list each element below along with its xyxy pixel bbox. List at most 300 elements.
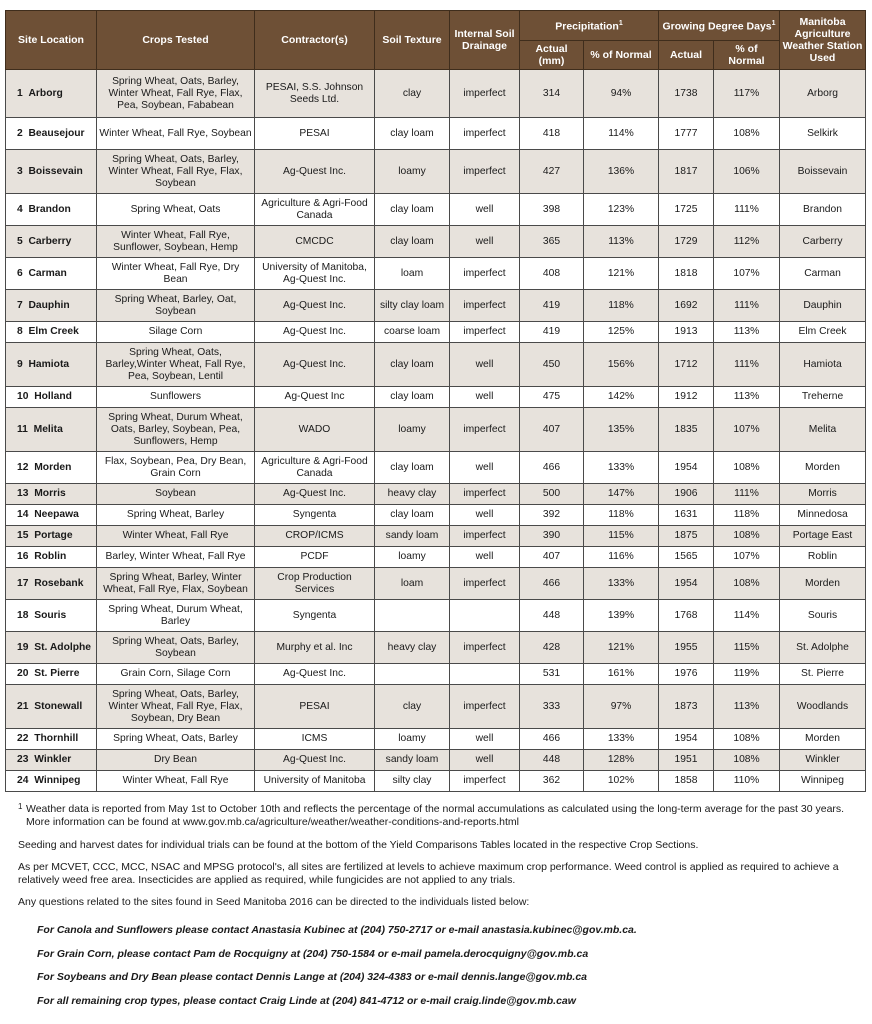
- cell-weather-station: Carberry: [780, 226, 866, 258]
- cell-site: [6, 632, 97, 664]
- cell-soil-texture: clay loam: [375, 505, 450, 526]
- site-number: 21: [17, 700, 29, 712]
- cell-precip-pct: 136%: [584, 150, 659, 194]
- table-row: [6, 600, 866, 632]
- cell-gdd-pct: 113%: [714, 387, 780, 408]
- weather-footnote: 1 Weather data is reported from May 1st to October 10th and reflects the percentage of the normal accumulations as calculated using the long-term average for the past 30 years. More information can be found at www.gov.mb.ca/agriculture/weather/weather-conditions-and-reports.html: [18, 802, 845, 828]
- cell-site: [6, 526, 97, 547]
- header-precip-actual: Actual (mm): [520, 41, 584, 70]
- cell-site: [6, 568, 97, 600]
- cell-crops: Spring Wheat, Oats, Barley, Winter Wheat, Fall Rye, Flax, Soybean: [97, 150, 255, 194]
- cell-weather-station: Morden: [780, 729, 866, 750]
- cell-contractor: University of Manitoba, Ag-Quest Inc.: [255, 258, 375, 290]
- cell-crops: Sunflowers: [97, 387, 255, 408]
- cell-gdd-pct: 108%: [714, 452, 780, 484]
- cell-site: [6, 750, 97, 771]
- cell-contractor: University of Manitoba: [255, 771, 375, 792]
- cell-precip-actual: 466: [520, 729, 584, 750]
- cell-gdd-actual: 1875: [659, 526, 714, 547]
- cell-weather-station: Morden: [780, 452, 866, 484]
- cell-gdd-actual: 1768: [659, 600, 714, 632]
- cell-precip-actual: 419: [520, 290, 584, 322]
- cell-weather-station: Roblin: [780, 547, 866, 568]
- cell-gdd-pct: 108%: [714, 118, 780, 150]
- cell-contractor: Ag-Quest Inc.: [255, 150, 375, 194]
- cell-gdd-actual: 1954: [659, 568, 714, 600]
- cell-crops: Spring Wheat, Oats, Barley, Winter Wheat, Fall Rye, Flax, Soybean, Dry Bean: [97, 685, 255, 729]
- cell-gdd-pct: 118%: [714, 505, 780, 526]
- site-number: 15: [17, 530, 29, 541]
- site-number: 2: [17, 127, 23, 139]
- cell-crops: Barley, Winter Wheat, Fall Rye: [97, 547, 255, 568]
- cell-contractor: Ag-Quest Inc.: [255, 750, 375, 771]
- site-number: 22: [17, 733, 29, 744]
- cell-precip-actual: 333: [520, 685, 584, 729]
- cell-drainage: well: [450, 194, 520, 226]
- cell-crops: Winter Wheat, Fall Rye, Soybean: [97, 118, 255, 150]
- table-row: [6, 750, 866, 771]
- cell-precip-pct: 133%: [584, 452, 659, 484]
- cell-gdd-pct: 113%: [714, 322, 780, 343]
- cell-crops: Spring Wheat, Oats, Barley: [97, 729, 255, 750]
- header-internal-soil-drainage: Internal Soil Drainage: [450, 11, 520, 70]
- table-row: [6, 290, 866, 322]
- cell-gdd-pct: 117%: [714, 70, 780, 118]
- cell-gdd-actual: 1976: [659, 664, 714, 685]
- cell-precip-actual: 408: [520, 258, 584, 290]
- cell-soil-texture: loam: [375, 258, 450, 290]
- site-name: Melita: [33, 423, 63, 435]
- cell-crops: Flax, Soybean, Pea, Dry Bean, Grain Corn: [97, 452, 255, 484]
- site-number: 16: [17, 551, 29, 562]
- cell-site: [6, 258, 97, 290]
- site-number: 4: [17, 203, 23, 215]
- table-row: [6, 408, 866, 452]
- cell-crops: Spring Wheat, Barley, Winter Wheat, Fall Rye, Flax, Soybean: [97, 568, 255, 600]
- cell-precip-pct: 123%: [584, 194, 659, 226]
- cell-contractor: Syngenta: [255, 600, 375, 632]
- cell-weather-station: Melita: [780, 408, 866, 452]
- cell-site: [6, 771, 97, 792]
- cell-precip-pct: 115%: [584, 526, 659, 547]
- cell-soil-texture: [375, 664, 450, 685]
- cell-weather-station: St. Pierre: [780, 664, 866, 685]
- cell-soil-texture: clay loam: [375, 452, 450, 484]
- cell-crops: Spring Wheat, Barley, Oat, Soybean: [97, 290, 255, 322]
- cell-precip-pct: 125%: [584, 322, 659, 343]
- contact-remaining-crops: For all remaining crop types, please contact Craig Linde at (204) 841-4712 or e-mail craig.linde@gov.mb.caw: [37, 994, 576, 1007]
- cell-contractor: PESAI: [255, 685, 375, 729]
- site-number: 8: [17, 326, 23, 337]
- cell-drainage: well: [450, 547, 520, 568]
- cell-drainage: imperfect: [450, 632, 520, 664]
- cell-gdd-pct: 110%: [714, 771, 780, 792]
- cell-gdd-actual: 1954: [659, 729, 714, 750]
- cell-precip-pct: 156%: [584, 343, 659, 387]
- site-number: 24: [17, 775, 29, 786]
- cell-precip-actual: 450: [520, 343, 584, 387]
- cell-gdd-actual: 1631: [659, 505, 714, 526]
- cell-weather-station: Woodlands: [780, 685, 866, 729]
- cell-gdd-actual: 1835: [659, 408, 714, 452]
- cell-soil-texture: loamy: [375, 408, 450, 452]
- cell-gdd-pct: 112%: [714, 226, 780, 258]
- cell-soil-texture: coarse loam: [375, 322, 450, 343]
- cell-gdd-pct: 107%: [714, 258, 780, 290]
- cell-site: [6, 547, 97, 568]
- cell-contractor: Ag-Quest Inc: [255, 387, 375, 408]
- site-number: 6: [17, 267, 23, 279]
- site-name: Elm Creek: [28, 326, 79, 337]
- questions-note: Any questions related to the sites found in Seed Manitoba 2016 can be directed to the individuals listed below:: [18, 896, 530, 908]
- site-name: Carman: [28, 267, 67, 279]
- cell-crops: Grain Corn, Silage Corn: [97, 664, 255, 685]
- cell-gdd-actual: 1913: [659, 322, 714, 343]
- cell-drainage: well: [450, 226, 520, 258]
- cell-gdd-actual: 1729: [659, 226, 714, 258]
- cell-site: [6, 408, 97, 452]
- cell-precip-actual: 398: [520, 194, 584, 226]
- cell-precip-actual: 466: [520, 452, 584, 484]
- cell-soil-texture: silty clay: [375, 771, 450, 792]
- table-row: [6, 226, 866, 258]
- site-name: Portage: [34, 530, 73, 541]
- site-name: Souris: [34, 609, 67, 621]
- cell-weather-station: Morden: [780, 568, 866, 600]
- cell-precip-pct: 121%: [584, 632, 659, 664]
- cell-contractor: CROP/ICMS: [255, 526, 375, 547]
- cell-contractor: Syngenta: [255, 505, 375, 526]
- cell-drainage: well: [450, 729, 520, 750]
- cell-soil-texture: clay loam: [375, 118, 450, 150]
- site-number: 9: [17, 358, 23, 370]
- cell-site: [6, 505, 97, 526]
- cell-precip-pct: 94%: [584, 70, 659, 118]
- cell-precip-actual: 314: [520, 70, 584, 118]
- cell-precip-actual: 428: [520, 632, 584, 664]
- header-soil-texture: Soil Texture: [375, 11, 450, 70]
- cell-drainage: imperfect: [450, 526, 520, 547]
- cell-contractor: Ag-Quest Inc.: [255, 290, 375, 322]
- cell-drainage: imperfect: [450, 118, 520, 150]
- contact-soybeans-dry-bean: For Soybeans and Dry Bean please contact Dennis Lange at (204) 324-4383 or e-mail dennis.lange@gov.mb.ca: [37, 971, 588, 984]
- site-name: St. Adolphe: [34, 641, 92, 653]
- cell-gdd-actual: 1951: [659, 750, 714, 771]
- cell-drainage: well: [450, 452, 520, 484]
- cell-precip-pct: 118%: [584, 505, 659, 526]
- cell-precip-pct: 133%: [584, 568, 659, 600]
- footnote-mark: 1: [18, 802, 23, 811]
- cell-drainage: imperfect: [450, 568, 520, 600]
- cell-precip-actual: 475: [520, 387, 584, 408]
- table-row: [6, 685, 866, 729]
- cell-drainage: imperfect: [450, 290, 520, 322]
- cell-crops: Winter Wheat, Fall Rye: [97, 526, 255, 547]
- cell-site: [6, 729, 97, 750]
- cell-weather-station: Brandon: [780, 194, 866, 226]
- cell-soil-texture: clay: [375, 685, 450, 729]
- cell-precip-pct: 114%: [584, 118, 659, 150]
- cell-precip-actual: 407: [520, 547, 584, 568]
- site-name: Roblin: [34, 551, 67, 562]
- cell-gdd-pct: 111%: [714, 290, 780, 322]
- cell-soil-texture: [375, 600, 450, 632]
- cell-gdd-pct: 108%: [714, 526, 780, 547]
- cell-weather-station: Morris: [780, 484, 866, 505]
- header-precip-pct: % of Normal: [584, 41, 659, 70]
- cell-precip-actual: 448: [520, 750, 584, 771]
- cell-soil-texture: clay loam: [375, 194, 450, 226]
- site-name: Hamiota: [28, 358, 70, 370]
- cell-precip-pct: 121%: [584, 258, 659, 290]
- site-name: Winkler: [34, 754, 72, 765]
- cell-drainage: [450, 664, 520, 685]
- cell-site: [6, 226, 97, 258]
- cell-gdd-actual: 1955: [659, 632, 714, 664]
- cell-contractor: Ag-Quest Inc.: [255, 343, 375, 387]
- cell-site: [6, 322, 97, 343]
- cell-drainage: imperfect: [450, 771, 520, 792]
- contact-grain-corn: For Grain Corn, please contact Pam de Rocquigny at (204) 750-1584 or e-mail pamela.derocquigny@gov.mb.ca: [37, 947, 589, 960]
- cell-precip-actual: 500: [520, 484, 584, 505]
- site-number: 14: [17, 509, 29, 520]
- cell-contractor: WADO: [255, 408, 375, 452]
- cell-weather-station: Winnipeg: [780, 771, 866, 792]
- site-name: Morris: [34, 488, 66, 499]
- cell-gdd-pct: 113%: [714, 685, 780, 729]
- site-number: 5: [17, 235, 23, 247]
- cell-crops: Soybean: [97, 484, 255, 505]
- cell-gdd-pct: 106%: [714, 150, 780, 194]
- site-name: Boissevain: [28, 165, 83, 177]
- table-row: [6, 118, 866, 150]
- cell-precip-actual: 407: [520, 408, 584, 452]
- cell-crops: Spring Wheat, Barley: [97, 505, 255, 526]
- contact-canola-sunflowers: For Canola and Sunflowers please contact Anastasia Kubinec at (204) 750-2717 or e-mail anastasia.kubinec@gov.mb.ca.: [37, 924, 637, 936]
- cell-weather-station: Treherne: [780, 387, 866, 408]
- site-name: Carberry: [28, 235, 72, 247]
- cell-site: [6, 452, 97, 484]
- site-name: Dauphin: [28, 299, 70, 311]
- cell-site: [6, 685, 97, 729]
- cell-weather-station: Hamiota: [780, 343, 866, 387]
- cell-gdd-pct: 115%: [714, 632, 780, 664]
- table-row: [6, 387, 866, 408]
- cell-soil-texture: silty clay loam: [375, 290, 450, 322]
- cell-precip-pct: 118%: [584, 290, 659, 322]
- cell-gdd-actual: 1912: [659, 387, 714, 408]
- cell-precip-actual: 362: [520, 771, 584, 792]
- cell-gdd-pct: 119%: [714, 664, 780, 685]
- cell-site: [6, 343, 97, 387]
- cell-precip-pct: 142%: [584, 387, 659, 408]
- cell-contractor: Ag-Quest Inc.: [255, 322, 375, 343]
- table-row: [6, 343, 866, 387]
- cell-soil-texture: clay loam: [375, 343, 450, 387]
- cell-weather-station: Selkirk: [780, 118, 866, 150]
- cell-soil-texture: clay: [375, 70, 450, 118]
- table-row: [6, 729, 866, 750]
- cell-crops: Silage Corn: [97, 322, 255, 343]
- cell-site: [6, 150, 97, 194]
- cell-contractor: PESAI, S.S. Johnson Seeds Ltd.: [255, 70, 375, 118]
- site-number: 1: [17, 87, 23, 99]
- cell-precip-pct: 147%: [584, 484, 659, 505]
- cell-contractor: PESAI: [255, 118, 375, 150]
- cell-contractor: Agriculture & Agri-Food Canada: [255, 194, 375, 226]
- cell-weather-station: Carman: [780, 258, 866, 290]
- site-name: Morden: [34, 461, 72, 473]
- cell-soil-texture: sandy loam: [375, 750, 450, 771]
- site-name: St. Pierre: [34, 668, 80, 679]
- protocols-note: As per MCVET, CCC, MCC, NSAC and MPSG protocol's, all sites are fertilized at levels to achieve maximum crop performance. Weed control is applied as required to achieve a relatively weed free area. Insecticides are applied as required, while fungicides are not applied to any trials.: [18, 861, 839, 886]
- cell-soil-texture: loamy: [375, 547, 450, 568]
- cell-precip-pct: 113%: [584, 226, 659, 258]
- cell-drainage: imperfect: [450, 685, 520, 729]
- header-contractors: Contractor(s): [255, 11, 375, 70]
- cell-site: [6, 387, 97, 408]
- site-name: Rosebank: [34, 577, 84, 589]
- contacts-list: [37, 924, 863, 1008]
- table-row: [6, 505, 866, 526]
- cell-soil-texture: heavy clay: [375, 632, 450, 664]
- cell-soil-texture: clay loam: [375, 226, 450, 258]
- cell-drainage: imperfect: [450, 258, 520, 290]
- cell-gdd-actual: 1817: [659, 150, 714, 194]
- site-number: 23: [17, 754, 29, 765]
- cell-precip-actual: 427: [520, 150, 584, 194]
- cell-precip-pct: 161%: [584, 664, 659, 685]
- cell-gdd-pct: 107%: [714, 547, 780, 568]
- site-name: Neepawa: [34, 509, 79, 520]
- cell-soil-texture: heavy clay: [375, 484, 450, 505]
- cell-precip-pct: 116%: [584, 547, 659, 568]
- site-number: 20: [17, 668, 29, 679]
- cell-drainage: well: [450, 505, 520, 526]
- cell-gdd-actual: 1777: [659, 118, 714, 150]
- site-name: Thornhill: [34, 733, 79, 744]
- cell-weather-station: Minnedosa: [780, 505, 866, 526]
- cell-crops: Spring Wheat, Oats, Barley,Winter Wheat, Fall Rye, Pea, Soybean, Lentil: [97, 343, 255, 387]
- cell-drainage: imperfect: [450, 70, 520, 118]
- cell-contractor: Murphy et al. Inc: [255, 632, 375, 664]
- cell-gdd-actual: 1712: [659, 343, 714, 387]
- cell-drainage: [450, 600, 520, 632]
- cell-site: [6, 484, 97, 505]
- header-weather-station: Manitoba Agriculture Weather Station Used: [780, 11, 866, 70]
- cell-weather-station: Winkler: [780, 750, 866, 771]
- cell-drainage: well: [450, 387, 520, 408]
- header-site-location: Site Location: [6, 11, 97, 70]
- cell-weather-station: Boissevain: [780, 150, 866, 194]
- cell-crops: Spring Wheat, Oats, Barley, Winter Wheat, Fall Rye, Flax, Pea, Soybean, Fababean: [97, 70, 255, 118]
- cell-weather-station: Souris: [780, 600, 866, 632]
- cell-weather-station: Dauphin: [780, 290, 866, 322]
- cell-crops: Winter Wheat, Fall Rye: [97, 771, 255, 792]
- cell-precip-pct: 135%: [584, 408, 659, 452]
- cell-contractor: CMCDC: [255, 226, 375, 258]
- cell-gdd-pct: 107%: [714, 408, 780, 452]
- cell-precip-pct: 139%: [584, 600, 659, 632]
- cell-precip-actual: 365: [520, 226, 584, 258]
- site-name: Stonewall: [34, 700, 83, 712]
- site-name: Beausejour: [28, 127, 85, 139]
- cell-gdd-actual: 1873: [659, 685, 714, 729]
- cell-contractor: Ag-Quest Inc.: [255, 484, 375, 505]
- table-row: [6, 70, 866, 118]
- cell-gdd-pct: 108%: [714, 568, 780, 600]
- cell-precip-pct: 102%: [584, 771, 659, 792]
- cell-gdd-pct: 111%: [714, 194, 780, 226]
- site-number: 3: [17, 165, 23, 177]
- header-gdd-pct: % of Normal: [714, 41, 780, 70]
- cell-soil-texture: loamy: [375, 150, 450, 194]
- cell-weather-station: Portage East: [780, 526, 866, 547]
- site-number: 10: [17, 391, 29, 402]
- site-name: Winnipeg: [34, 775, 81, 786]
- cell-precip-actual: 419: [520, 322, 584, 343]
- cell-contractor: Ag-Quest Inc.: [255, 664, 375, 685]
- site-number: 18: [17, 609, 29, 621]
- table-row: [6, 322, 866, 343]
- site-number: 11: [17, 423, 28, 435]
- cell-precip-actual: 390: [520, 526, 584, 547]
- cell-precip-actual: 466: [520, 568, 584, 600]
- cell-crops: Dry Bean: [97, 750, 255, 771]
- cell-precip-pct: 128%: [584, 750, 659, 771]
- cell-gdd-actual: 1906: [659, 484, 714, 505]
- cell-precip-actual: 418: [520, 118, 584, 150]
- cell-contractor: Agriculture & Agri-Food Canada: [255, 452, 375, 484]
- site-number: 7: [17, 299, 23, 311]
- cell-precip-pct: 97%: [584, 685, 659, 729]
- cell-site: [6, 194, 97, 226]
- cell-site: [6, 118, 97, 150]
- site-number: 13: [17, 488, 29, 499]
- cell-precip-actual: 392: [520, 505, 584, 526]
- cell-contractor: Crop Production Services: [255, 568, 375, 600]
- cell-drainage: imperfect: [450, 408, 520, 452]
- cell-weather-station: Arborg: [780, 70, 866, 118]
- cell-gdd-pct: 114%: [714, 600, 780, 632]
- cell-site: [6, 664, 97, 685]
- site-name: Brandon: [28, 203, 71, 215]
- cell-contractor: ICMS: [255, 729, 375, 750]
- cell-gdd-actual: 1954: [659, 452, 714, 484]
- cell-gdd-actual: 1858: [659, 771, 714, 792]
- cell-crops: Winter Wheat, Fall Rye, Dry Bean: [97, 258, 255, 290]
- header-gdd-actual: Actual: [659, 41, 714, 70]
- cell-weather-station: Elm Creek: [780, 322, 866, 343]
- cell-soil-texture: loamy: [375, 729, 450, 750]
- site-number: 12: [17, 461, 29, 473]
- cell-weather-station: St. Adolphe: [780, 632, 866, 664]
- seeding-note: Seeding and harvest dates for individual trials can be found at the bottom of the Yield Comparisons Tables located in the respective Crop Sections.: [18, 839, 699, 851]
- cell-gdd-pct: 108%: [714, 729, 780, 750]
- table-row: [6, 568, 866, 600]
- header-precipitation: Precipitation$^1$: [520, 11, 659, 41]
- table-row: [6, 150, 866, 194]
- cell-drainage: well: [450, 343, 520, 387]
- header-crops-tested: Crops Tested: [97, 11, 255, 70]
- cell-drainage: imperfect: [450, 150, 520, 194]
- table-row: [6, 547, 866, 568]
- table-row: [6, 484, 866, 505]
- table-row: [6, 632, 866, 664]
- cell-gdd-actual: 1738: [659, 70, 714, 118]
- cell-site: [6, 290, 97, 322]
- cell-precip-pct: 133%: [584, 729, 659, 750]
